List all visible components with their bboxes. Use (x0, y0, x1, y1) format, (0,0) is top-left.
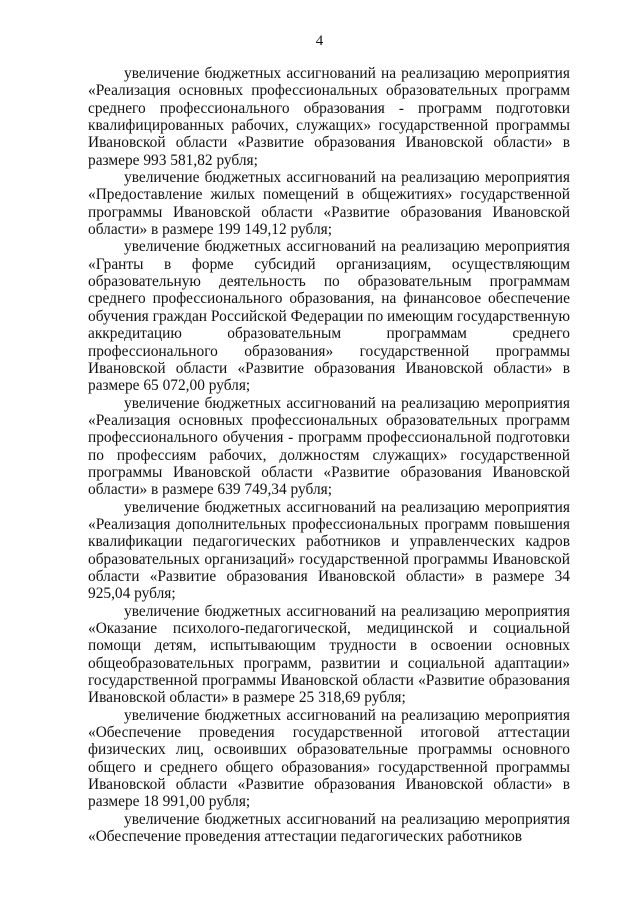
paragraph-3: увеличение бюджетных ассигнований на реализацию мероприятия «Гранты в форме субсидий организациям, осуществляющим образовательную деятельность по образовательным программам среднего профессионального образования, на финансовое обеспечение обучения граждан Российской Федерации по имеющим государственную аккредитацию образовательным программам среднего профессионального образования» государственной программы Ивановской области «Развитие образования Ивановской области» в размере 65 072,00 рубля; (88, 238, 570, 395)
paragraph-1: увеличение бюджетных ассигнований на реализацию мероприятия «Реализация основных профессиональных образовательных программ среднего профессионального образования - программ подготовки квалифицированных рабочих, служащих» государственной программы Ивановской области «Развитие образования Ивановской области» в размере 993 581,82 рубля; (88, 65, 570, 169)
paragraph-7: увеличение бюджетных ассигнований на реализацию мероприятия «Обеспечение проведения государственной итоговой аттестации физических лиц, освоивших образовательные программы основного общего и среднего общего образования» государственной программы Ивановской области «Развитие образования Ивановской области» в размере 18 991,00 рубля; (88, 706, 570, 811)
paragraph-8: увеличение бюджетных ассигнований на реализацию мероприятия «Обеспечение проведения аттестации педагогических работников (88, 810, 570, 846)
paragraph-4: увеличение бюджетных ассигнований на реализацию мероприятия «Реализация основных профессиональных образовательных программ профессионального обучения - программ профессиональной подготовки по профессиям рабочих, должностям служащих» государственной программы Ивановской области «Развитие образования Ивановской области» в размере 639 749,34 рубля; (88, 394, 570, 499)
paragraph-6: увеличение бюджетных ассигнований на реализацию мероприятия «Оказание психолого-педагогической, медицинской и социальной помощи детям, испытывающим трудности в освоении основных общеобразовательных программ, развитии и социальной адаптации» государственной программы Ивановской области «Развитие образования Ивановской области» в размере 25 318,69 рубля; (88, 602, 570, 707)
document-body (88, 65, 570, 845)
paragraph-5: увеличение бюджетных ассигнований на реализацию мероприятия «Реализация дополнительных профессиональных программ повышения квалификации педагогических работников и управленческих кадров образовательных организаций» государственной программы Ивановской области «Развитие образования Ивановской области» в размере 34 925,04 рубля; (88, 498, 570, 603)
page-number: 4 (315, 33, 324, 49)
paragraph-2: увеличение бюджетных ассигнований на реализацию мероприятия «Предоставление жилых помещений в общежитиях» государственной программы Ивановской области «Развитие образования Ивановской области» в размере 199 149,12 рубля; (88, 169, 570, 239)
